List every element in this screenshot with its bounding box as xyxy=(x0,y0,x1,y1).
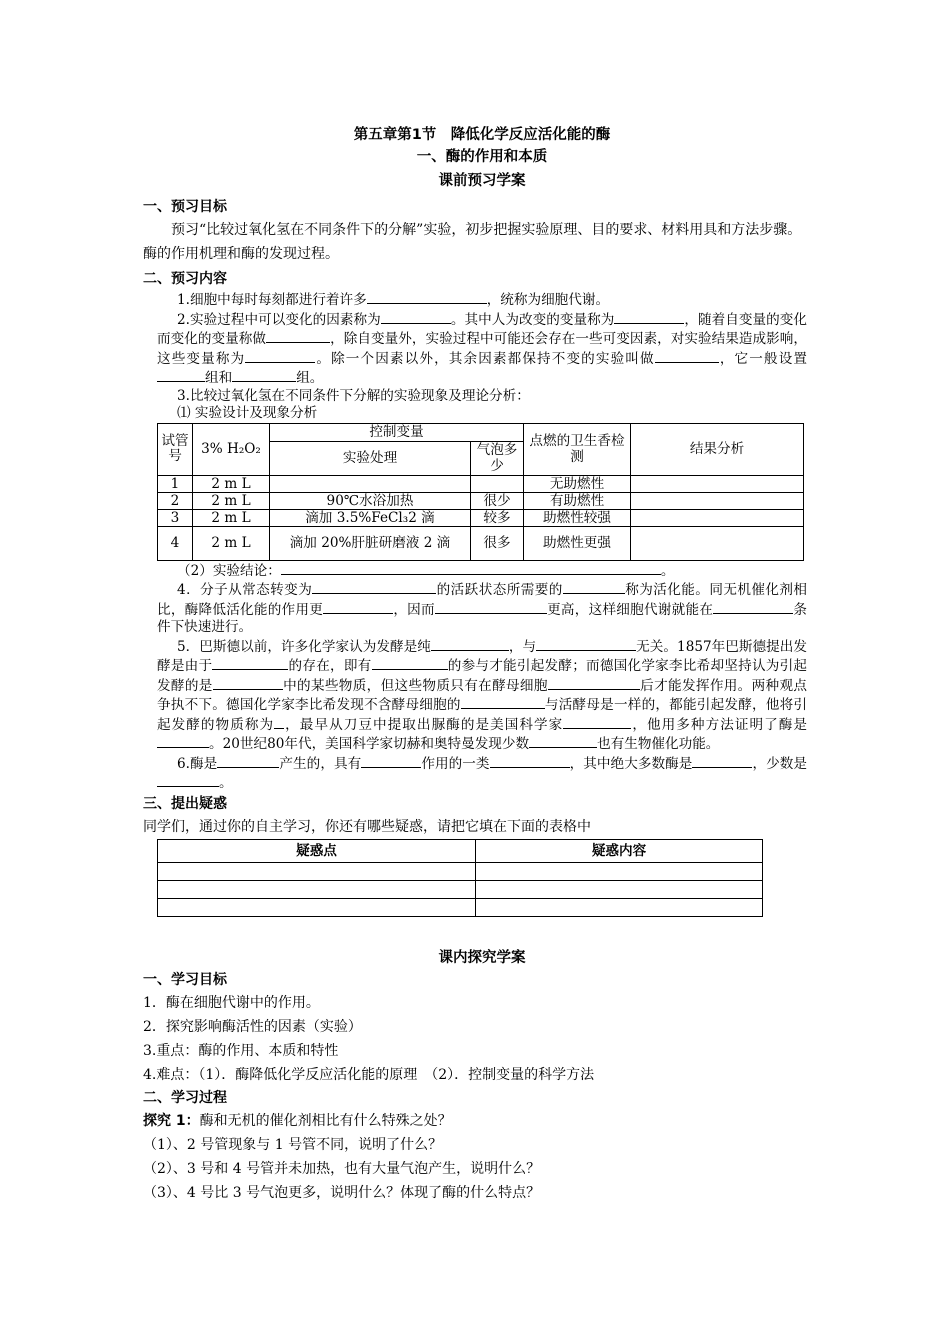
chapter-title: 第五章第1节 降低化学反应活化能的酶 xyxy=(353,127,611,143)
doubt-cell[interactable] xyxy=(476,898,763,916)
answer-blank[interactable] xyxy=(548,676,640,690)
cell-bubbles xyxy=(471,475,524,492)
header-result: 结果分析 xyxy=(631,423,804,475)
answer-blank[interactable] xyxy=(157,368,205,382)
cell-tube: 2 xyxy=(158,492,193,509)
cell-tube: 1 xyxy=(158,475,193,492)
preview-goal-heading: 一、预习目标 xyxy=(143,199,227,215)
answer-blank[interactable] xyxy=(563,580,625,594)
section-title: 一、酶的作用和本质 xyxy=(416,149,548,165)
answer-blank[interactable] xyxy=(381,310,451,324)
cell-bubbles: 很少 xyxy=(471,492,524,509)
answer-blank[interactable] xyxy=(461,695,545,709)
cell-treatment: 滴加 3.5%FeCl₃2 滴 xyxy=(270,509,471,526)
goal-4: 4.难点：（1）．酶降低化学反应活化能的原理 （2）．控制变量的科学方法 xyxy=(143,1066,595,1083)
question-2: （2）、3 号和 4 号管并未加热，也有大量气泡产生，说明什么？ xyxy=(143,1160,541,1177)
answer-blank[interactable] xyxy=(266,329,330,343)
doubts-col-content: 疑惑内容 xyxy=(476,839,763,862)
question-1: （1）、2 号管现象与 1 号管不同，说明了什么？ xyxy=(143,1136,443,1153)
doubts-intro: 同学们，通过你的自主学习，你还有哪些疑惑，请把它填在下面的表格中 xyxy=(143,818,591,835)
answer-blank[interactable] xyxy=(614,310,684,324)
cell-treatment: 90℃水浴加热 xyxy=(270,492,471,509)
experiment-conclusion: （2）实验结论： 。 xyxy=(177,562,675,579)
doubt-cell[interactable] xyxy=(158,880,476,898)
answer-blank[interactable] xyxy=(361,754,421,768)
doubts-table xyxy=(157,839,763,917)
header-bubbles: 气泡多少 xyxy=(471,441,524,475)
answer-blank[interactable] xyxy=(563,715,631,729)
document-page xyxy=(143,0,808,1205)
answer-blank[interactable] xyxy=(435,600,547,614)
doubt-cell[interactable] xyxy=(158,862,476,880)
answer-blank[interactable] xyxy=(372,656,448,670)
cell-test: 助燃性更强 xyxy=(524,526,631,560)
table-row xyxy=(158,509,804,526)
cell-bubbles: 较多 xyxy=(471,509,524,526)
cell-h2o2: 2 m L xyxy=(193,526,270,560)
table-row xyxy=(158,492,804,509)
doubt-cell[interactable] xyxy=(158,898,476,916)
goal-2: 2．探究影响酶活性的因素（实验） xyxy=(143,1018,362,1035)
preview-goal-text: 预习“比较过氧化氢在不同条件下的分解”实验，初步把握实验原理、目的要求、材料用具和方法步骤。酶的作用机理和酶的发现过程。 xyxy=(143,222,802,262)
header-test: 点燃的卫生香检测 xyxy=(524,423,631,475)
table-row xyxy=(158,475,804,492)
cell-h2o2: 2 m L xyxy=(193,509,270,526)
header-tube: 试管号 xyxy=(158,423,193,475)
table-row xyxy=(158,862,763,880)
cell-test: 助燃性较强 xyxy=(524,509,631,526)
answer-blank[interactable] xyxy=(536,637,636,651)
answer-blank[interactable] xyxy=(274,715,284,729)
answer-blank[interactable] xyxy=(692,754,752,768)
answer-blank[interactable] xyxy=(232,368,296,382)
answer-blank[interactable] xyxy=(217,754,279,768)
preview-item-3: 3.比较过氧化氢在不同条件下分解的实验现象及理论分析： xyxy=(177,387,530,404)
goal-1: 1．酶在细胞代谢中的作用。 xyxy=(143,994,320,1011)
answer-blank[interactable] xyxy=(431,637,509,651)
doubts-heading: 三、提出疑惑 xyxy=(143,795,227,812)
header-h2o2: 3% H₂O₂ xyxy=(193,423,270,475)
explore-1-label: 探究 1： xyxy=(143,1112,200,1129)
answer-blank[interactable] xyxy=(655,349,719,363)
question-3: （3）、4 号比 3 号气泡更多，说明什么？体现了酶的什么特点？ xyxy=(143,1184,541,1201)
preview-content-heading: 二、预习内容 xyxy=(143,271,227,287)
header-control: 控制变量 xyxy=(270,423,524,441)
preview-item-5: 5．巴斯德以前，许多化学家认为发酵是纯 ，与 无关。1857年巴斯德提出发酵是由于 的存在，即有 的参与才能引起发酵；而德国化学家李比希却坚持认为引起发酵的是 中的某些物质，但这些物质只有在酵母细胞 后才能发挥作用。两种观点争执不下。德国化学家李比希发现不含酵母细胞的 与活酵母是一样的，都能引起发酵，他将引起发酵的物质称为 ，最早从刀豆中提取出脲酶的是美国科学家 ，他用多种方法证明了酶是。20世纪80年代，美国科学家切赫和奥特曼发现少数 也有生物催化功能。 xyxy=(157,638,808,752)
answer-blank[interactable] xyxy=(157,734,209,748)
explore-1 xyxy=(143,1109,807,1133)
cell-treatment: 滴加 20%肝脏研磨液 2 滴 xyxy=(270,526,471,560)
cell-h2o2: 2 m L xyxy=(193,492,270,509)
explore-1-text: 酶和无机的催化剂相比有什么特殊之处？ xyxy=(199,1112,452,1129)
answer-blank[interactable] xyxy=(367,290,487,304)
answer-blank[interactable] xyxy=(490,754,570,768)
goal-3: 3.重点：酶的作用、本质和特性 xyxy=(143,1042,339,1059)
answer-blank[interactable] xyxy=(213,676,283,690)
answer-blank[interactable] xyxy=(157,773,219,787)
cell-result xyxy=(631,526,804,560)
learning-goals-heading: 一、学习目标 xyxy=(143,971,227,988)
table-row xyxy=(158,526,804,560)
answer-blank[interactable] xyxy=(323,600,393,614)
table-row xyxy=(158,898,763,916)
answer-blank[interactable] xyxy=(281,561,661,575)
table-row xyxy=(158,880,763,898)
cell-tube: 3 xyxy=(158,509,193,526)
preview-item-6: 6.酶是 产生的，具有 作用的一类 ，其中绝大多数酶是 ，少数是。 xyxy=(157,754,807,793)
answer-blank[interactable] xyxy=(713,600,793,614)
header-treatment: 实验处理 xyxy=(270,441,471,475)
answer-blank[interactable] xyxy=(312,580,436,594)
cell-test: 无助燃性 xyxy=(524,475,631,492)
doubts-col-point: 疑惑点 xyxy=(158,839,476,862)
cell-result xyxy=(631,509,804,526)
cell-result xyxy=(631,492,804,509)
preview-item-3-sub: ⑴ 实验设计及现象分析 xyxy=(177,405,318,421)
learning-process-heading: 二、学习过程 xyxy=(143,1089,227,1106)
cell-tube: 4 xyxy=(158,526,193,560)
cell-result xyxy=(631,475,804,492)
experiment-table xyxy=(157,423,804,561)
cell-test: 有助燃性 xyxy=(524,492,631,509)
part1-title: 课前预习学案 xyxy=(438,173,526,189)
cell-h2o2: 2 m L xyxy=(193,475,270,492)
answer-blank[interactable] xyxy=(212,656,288,670)
doubt-cell[interactable] xyxy=(476,862,763,880)
preview-item-1: 1.细胞中每时每刻都进行着许多 ，统称为细胞代谢。 xyxy=(177,292,610,308)
answer-blank[interactable] xyxy=(529,734,597,748)
doubt-cell[interactable] xyxy=(476,880,763,898)
answer-blank[interactable] xyxy=(245,349,315,363)
cell-treatment xyxy=(270,475,471,492)
cell-bubbles: 很多 xyxy=(471,526,524,560)
preview-item-2: 2.实验过程中可以变化的因素称为 。其中人为改变的变量称为 ，随着自变量的变化而变化的变量称做 ，除自变量外，实验过程中可能还会存在一些可变因素，对实验结果造成影响，这些变量称为 。除一个因素以外，其余因素都保持不变的实验叫做 ，它一般设置组和 组。 xyxy=(157,311,808,386)
part2-title: 课内探究学案 xyxy=(438,949,526,966)
preview-item-4: 4．分子从常态转变为 的活跃状态所需要的 称为活化能。同无机催化剂相比，酶降低活化能的作用更 ，因而 更高，这样细胞代谢就能在 条件下快速进行。 xyxy=(157,582,808,635)
